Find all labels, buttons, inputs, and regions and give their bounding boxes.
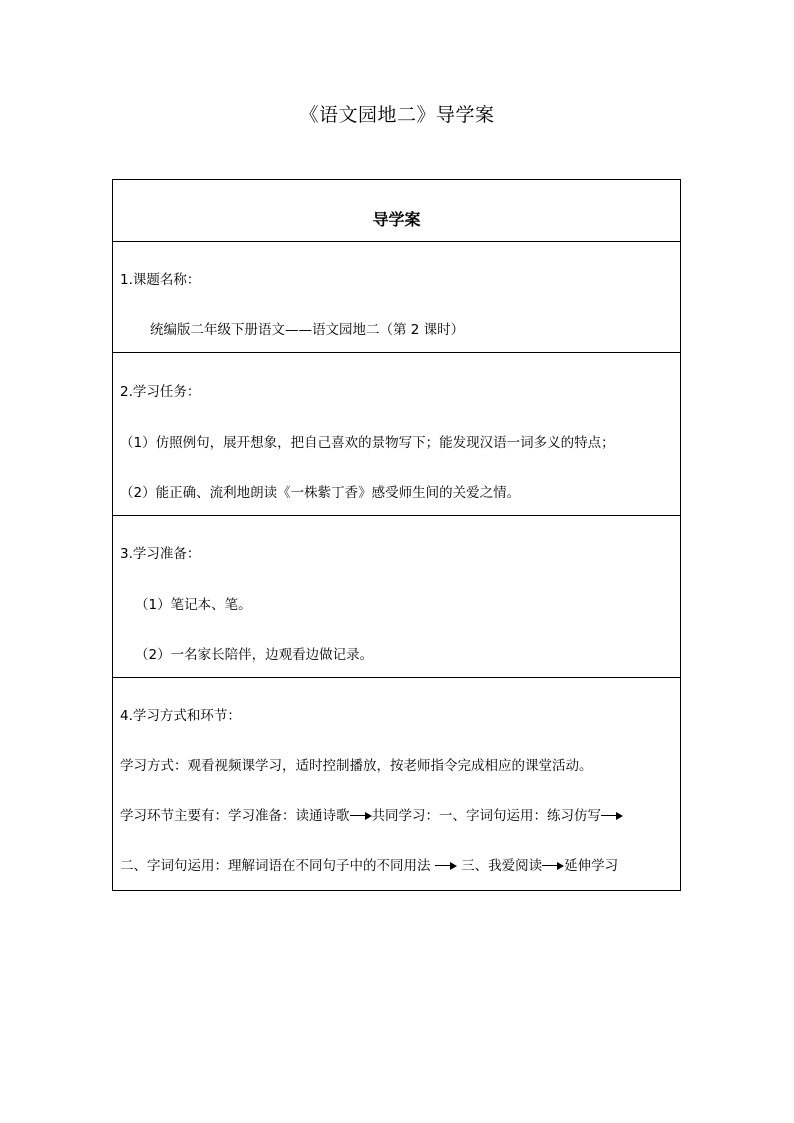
learning-step: 二、字词句运用：理解词语在不同句子中的不同用法 — [120, 858, 431, 874]
right-arrow-icon — [350, 811, 372, 821]
learning-step: 延伸学习 — [564, 858, 619, 874]
learning-task-item: （1）仿照例句，展开想象，把自己喜欢的景物写下；能发现汉语一词多义的特点； — [120, 435, 615, 451]
learning-task-item: （2）能正确、流利地朗读《一株紫丁香》感受师生间的关爱之情。 — [120, 485, 521, 501]
right-arrow-icon — [601, 811, 623, 821]
learning-steps-line-2 — [120, 857, 618, 875]
learning-steps-prefix: 学习环节主要有： — [120, 808, 228, 824]
learning-steps-line-1 — [120, 807, 623, 825]
learning-step: 学习准备：读通诗歌 — [228, 808, 350, 824]
study-plan-table — [112, 179, 681, 891]
preparation-item: （1）笔记本、笔。 — [135, 597, 252, 613]
course-name-section — [113, 242, 680, 353]
learning-style-text: 学习方式：观看视频课学习，适时控制播放，按老师指令完成相应的课堂活动。 — [120, 758, 593, 774]
document-title: 《语文园地二》导学案 — [299, 104, 495, 126]
preparation-label: 3.学习准备： — [120, 546, 201, 562]
table-heading: 导学案 — [372, 210, 421, 229]
course-name-label: 1.课题名称： — [120, 272, 201, 288]
preparation-item: （2）一名家长陪伴，边观看边做记录。 — [135, 647, 374, 663]
course-name-value: 统编版二年级下册语文——语文园地二（第 2 课时） — [150, 322, 465, 338]
right-arrow-icon — [435, 861, 457, 871]
table-heading-row — [113, 180, 680, 242]
learning-tasks-section — [113, 353, 680, 516]
methods-section — [113, 678, 680, 890]
methods-label: 4.学习方式和环节： — [120, 708, 241, 724]
learning-step: 共同学习：一、字词句运用：练习仿写 — [371, 808, 601, 824]
learning-step: 三、我爱阅读 — [461, 858, 543, 874]
preparation-section — [113, 516, 680, 678]
right-arrow-icon — [542, 861, 564, 871]
learning-tasks-label: 2.学习任务： — [120, 384, 201, 400]
